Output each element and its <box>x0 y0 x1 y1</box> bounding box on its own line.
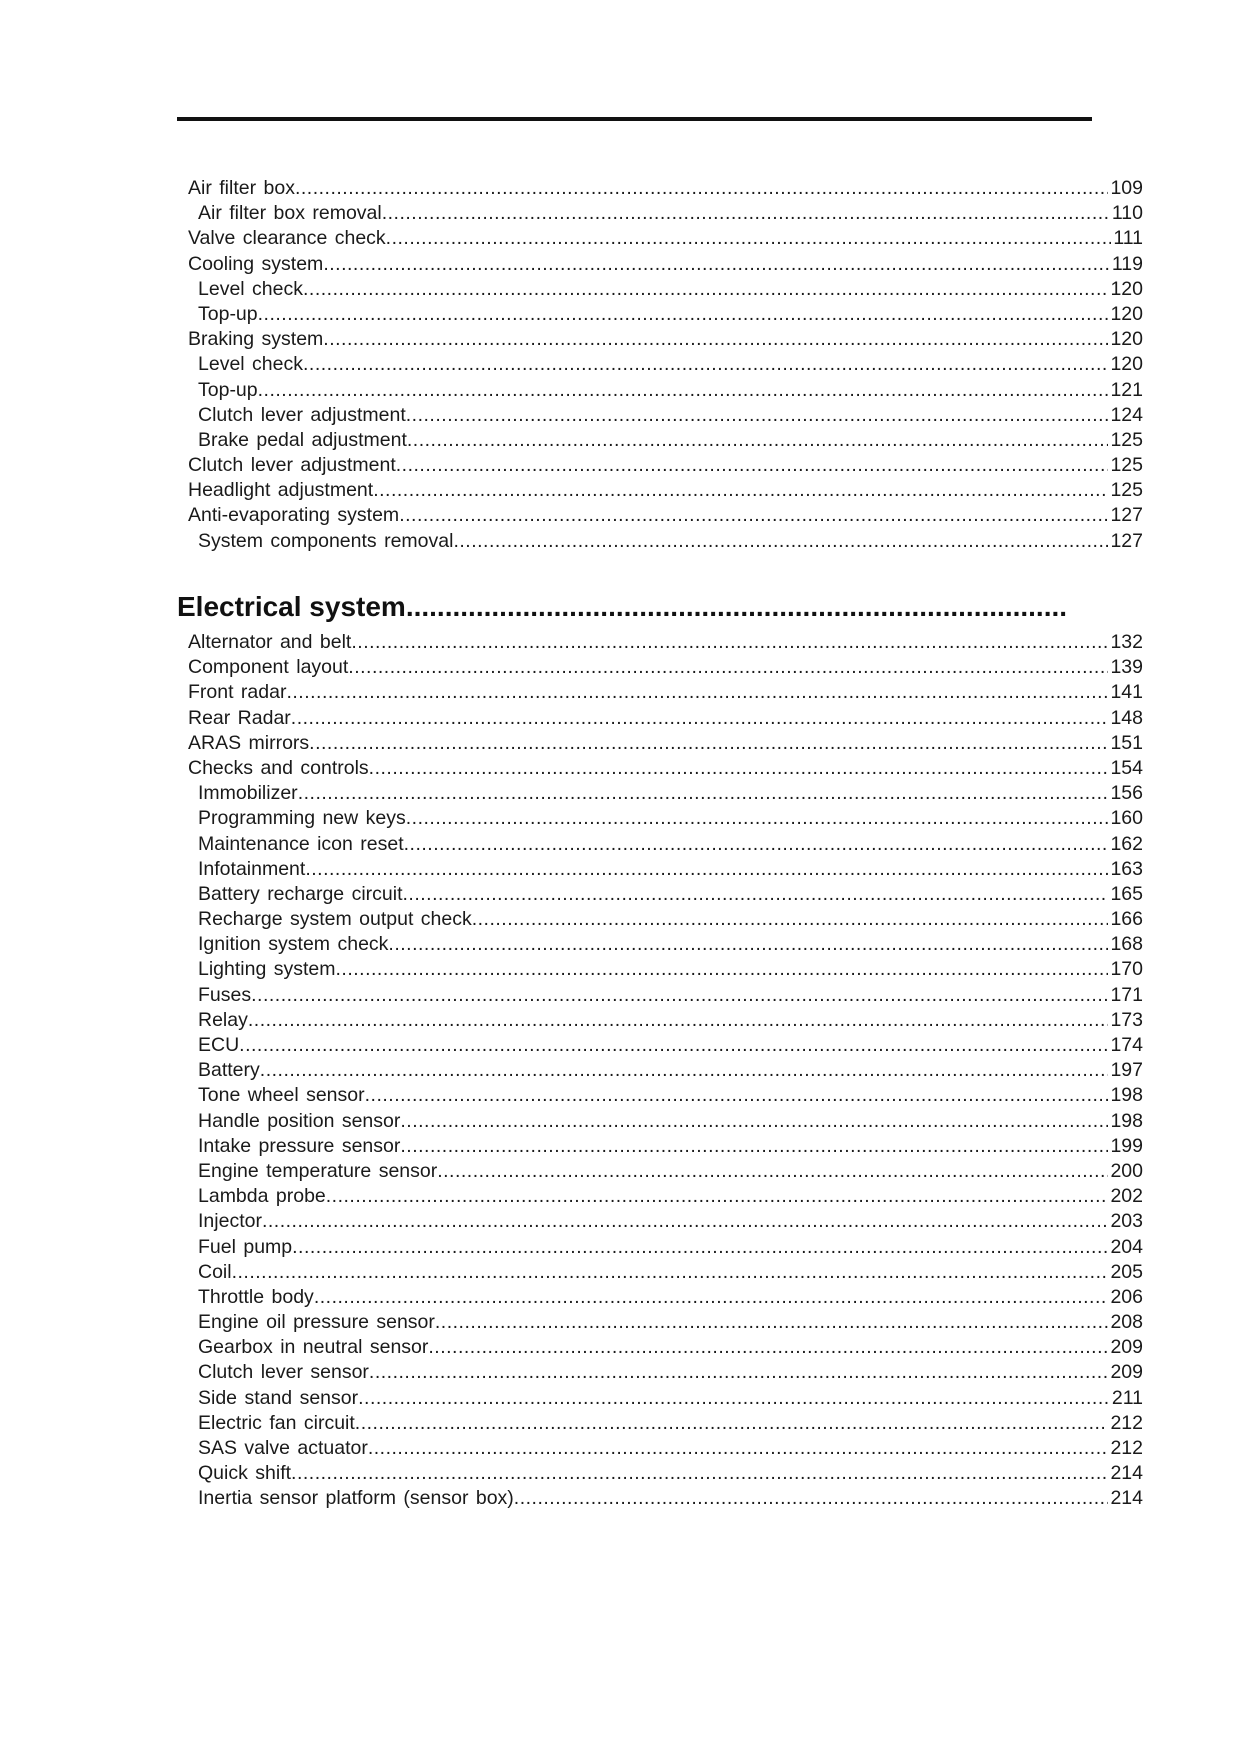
toc-entry-title: Engine oil pressure sensor <box>198 1311 435 1334</box>
toc-entry-leader <box>248 1008 1109 1033</box>
toc-entry[interactable] <box>188 655 1143 680</box>
toc-entry-leader <box>369 1360 1109 1385</box>
toc-entry[interactable] <box>188 1461 1143 1486</box>
toc-entry-page: 206 <box>1110 1285 1143 1308</box>
toc-entry-leader <box>323 252 1110 277</box>
toc-entry-page: 198 <box>1110 1084 1143 1107</box>
toc-entry-page: 156 <box>1110 782 1143 805</box>
toc-entry-page: 162 <box>1110 832 1143 855</box>
toc-entry[interactable] <box>188 1083 1143 1108</box>
toc-entry[interactable] <box>188 176 1143 201</box>
toc-entry[interactable] <box>188 1436 1143 1461</box>
toc-entry-leader <box>298 781 1109 806</box>
toc-entry-page: 139 <box>1110 656 1143 679</box>
toc-entry-page: 170 <box>1110 958 1143 981</box>
toc-entry[interactable] <box>188 1285 1143 1310</box>
toc-entry-page: 173 <box>1110 1008 1143 1031</box>
toc-entry-title: Braking system <box>188 328 324 351</box>
toc-entry-title: Brake pedal adjustment <box>198 428 407 451</box>
toc-entry-page: 125 <box>1110 479 1143 502</box>
toc-entry-leader <box>365 1083 1109 1108</box>
toc-entry[interactable] <box>188 403 1143 428</box>
toc-entry-title: Checks and controls <box>188 756 369 779</box>
toc-entry-title: Air filter box removal <box>198 202 382 225</box>
toc-entry-page: 124 <box>1110 403 1143 426</box>
toc-entry-title: Battery recharge circuit <box>198 882 403 905</box>
toc-entry-leader <box>351 630 1108 655</box>
toc-entry-page: 208 <box>1110 1311 1143 1334</box>
toc-entry-leader <box>239 1033 1108 1058</box>
toc-entry-leader <box>291 706 1109 731</box>
toc-entry-title: Front radar <box>188 681 287 704</box>
toc-entry-leader <box>396 453 1109 478</box>
toc-entry-page: 125 <box>1110 428 1143 451</box>
toc-entry-leader <box>303 277 1108 302</box>
toc-entry-leader <box>373 478 1108 503</box>
toc-entry-title: Top-up <box>198 302 258 325</box>
toc-entry-title: ARAS mirrors <box>188 731 310 754</box>
toc-entry-page: 197 <box>1110 1059 1143 1082</box>
toc-entry-page: 119 <box>1111 252 1143 275</box>
toc-entry[interactable] <box>188 1209 1143 1234</box>
toc-entry[interactable] <box>188 1235 1143 1260</box>
toc-entry[interactable] <box>188 302 1143 327</box>
toc-entry-page: 214 <box>1110 1462 1143 1485</box>
toc-entry-page: 132 <box>1110 631 1143 653</box>
toc-entry-title: Anti-evaporating system <box>188 504 400 527</box>
toc-entry-leader <box>472 907 1109 932</box>
toc-entry[interactable] <box>188 453 1143 478</box>
toc-entry-title: ECU <box>198 1034 240 1056</box>
toc-entry[interactable] <box>188 1360 1143 1385</box>
toc-entry-page: 202 <box>1110 1185 1143 1208</box>
toc-entry[interactable] <box>188 327 1143 352</box>
toc-entry-page: 198 <box>1110 1109 1143 1132</box>
toc-entry[interactable] <box>188 882 1143 907</box>
toc-entry-leader <box>400 1109 1108 1134</box>
toc-entry[interactable] <box>188 1109 1143 1134</box>
toc-entry-title: Lighting system <box>198 958 336 981</box>
toc-entry-leader <box>258 302 1109 327</box>
toc-entry[interactable] <box>188 1058 1143 1083</box>
toc-entry-title: Inertia sensor platform (sensor box) <box>198 1487 514 1510</box>
toc-entry-page: 171 <box>1110 983 1143 1006</box>
toc-entry-leader <box>435 1310 1109 1335</box>
toc-entry-leader <box>403 882 1109 907</box>
toc-entry-title: Top-up <box>198 378 258 401</box>
toc-entry-page: 163 <box>1110 857 1143 880</box>
toc-entry-page: 204 <box>1110 1235 1143 1258</box>
toc-entry-title: Infotainment <box>198 857 306 880</box>
toc-entry[interactable] <box>188 1386 1143 1411</box>
section-heading-title: Electrical system <box>177 591 406 622</box>
toc-entry[interactable] <box>188 731 1143 756</box>
toc-entry[interactable] <box>188 706 1143 731</box>
toc-entry-leader <box>260 1058 1109 1083</box>
toc-entry-page: 212 <box>1110 1437 1143 1459</box>
toc-entry-page: 109 <box>1110 177 1143 199</box>
toc-entry-leader <box>437 1159 1108 1184</box>
toc-entry-leader <box>406 806 1109 831</box>
toc-entry-page: 120 <box>1110 302 1143 325</box>
toc-entry-leader <box>323 327 1108 352</box>
toc-entry-title: Battery <box>198 1059 260 1082</box>
toc-entry[interactable] <box>188 832 1143 857</box>
toc-entry-leader <box>314 1285 1109 1310</box>
toc-entry[interactable] <box>188 932 1143 957</box>
toc-entry-leader <box>382 201 1110 226</box>
toc-entry-leader <box>369 756 1109 781</box>
toc-entry-title: Component layout <box>188 656 349 679</box>
toc-entry-page: 211 <box>1111 1386 1143 1409</box>
toc-entry-leader <box>386 226 1112 251</box>
toc-entry-leader <box>335 957 1108 982</box>
toc-entry-title: System components removal <box>198 529 454 552</box>
toc-entry-page: 203 <box>1110 1210 1143 1233</box>
toc-entry-leader <box>286 680 1108 705</box>
toc-entry[interactable] <box>188 201 1143 226</box>
toc-entry[interactable] <box>188 252 1143 277</box>
toc-entry-page: 148 <box>1110 706 1143 729</box>
toc-entry-title: Rear Radar <box>188 706 291 729</box>
toc-entry-title: Clutch lever adjustment <box>188 454 396 477</box>
toc-entry-page: 125 <box>1110 454 1143 477</box>
toc-entry-title: Gearbox in neutral sensor <box>198 1336 429 1359</box>
toc-entry-title: Quick shift <box>198 1462 292 1485</box>
toc-entry-leader <box>326 1184 1109 1209</box>
toc-entry-title: Clutch lever adjustment <box>198 403 406 426</box>
toc-list-part2 <box>188 630 1143 1512</box>
toc-entry[interactable] <box>188 1159 1143 1184</box>
toc-entry-title: Programming new keys <box>198 807 406 830</box>
toc-entry-page: 151 <box>1110 731 1143 754</box>
toc-entry[interactable] <box>188 352 1143 377</box>
toc-entry[interactable] <box>188 781 1143 806</box>
toc-entry-leader <box>355 1411 1109 1436</box>
header-rule <box>177 117 1092 121</box>
toc-entry-leader <box>292 1235 1108 1260</box>
toc-entry-leader <box>388 932 1108 957</box>
toc-entry-title: Intake pressure sensor <box>198 1134 401 1157</box>
toc-entry[interactable] <box>188 277 1143 302</box>
toc-entry-title: Level check <box>198 277 303 300</box>
toc-entry-page: 209 <box>1110 1361 1143 1384</box>
toc-entry[interactable] <box>188 1335 1143 1360</box>
toc-entry-leader <box>406 403 1109 428</box>
toc-entry[interactable] <box>188 857 1143 882</box>
toc-entry-title: Fuel pump <box>198 1235 293 1258</box>
toc-entry[interactable] <box>188 529 1143 554</box>
toc-entry-leader <box>453 529 1108 554</box>
toc-entry-title: Alternator and belt <box>188 631 352 653</box>
toc-entry-page: 205 <box>1110 1260 1143 1283</box>
toc-entry-leader <box>514 1486 1109 1511</box>
toc-entry[interactable] <box>188 226 1143 251</box>
toc-entry-page: 120 <box>1110 353 1143 376</box>
section-heading-leader <box>406 591 1067 623</box>
toc-entry-page: 111 <box>1113 227 1143 250</box>
toc-list-part1 <box>188 176 1143 554</box>
toc-entry-title: Electric fan circuit <box>198 1411 355 1434</box>
toc-entry[interactable] <box>188 806 1143 831</box>
toc-entry[interactable] <box>188 378 1143 403</box>
toc-entry-leader <box>404 832 1109 857</box>
toc-entry[interactable] <box>188 1411 1143 1436</box>
toc-entry-page: 209 <box>1110 1336 1143 1359</box>
toc-entry-leader <box>295 176 1109 201</box>
toc-entry-page: 200 <box>1110 1159 1143 1182</box>
toc-entry-leader <box>303 352 1108 377</box>
toc-entry[interactable] <box>188 1310 1143 1335</box>
toc-entry[interactable] <box>188 1260 1143 1285</box>
toc-entry[interactable] <box>188 428 1143 453</box>
toc-entry[interactable] <box>188 1008 1143 1033</box>
toc-entry-page: 174 <box>1110 1034 1143 1056</box>
toc-entry-leader <box>305 857 1108 882</box>
toc-entry-title: Level check <box>198 353 303 376</box>
toc-entry[interactable] <box>188 983 1143 1008</box>
toc-entry-leader <box>251 983 1108 1008</box>
toc-entry-title: Side stand sensor <box>198 1386 359 1409</box>
toc-entry[interactable] <box>188 1134 1143 1159</box>
toc-entry-leader <box>291 1461 1108 1486</box>
toc-entry-page: 141 <box>1110 681 1143 704</box>
toc-entry[interactable] <box>188 630 1143 655</box>
toc-entry-title: Lambda probe <box>198 1185 326 1208</box>
toc-entry-leader <box>262 1209 1109 1234</box>
toc-entry[interactable] <box>188 680 1143 705</box>
toc-entry-title: Injector <box>198 1210 262 1233</box>
toc-entry-page: 214 <box>1110 1487 1143 1510</box>
toc-entry-title: Headlight adjustment <box>188 479 374 502</box>
toc-entry-title: Ignition system check <box>198 933 389 956</box>
toc-entry-page: 120 <box>1110 328 1143 351</box>
toc-entry-title: Valve clearance check <box>188 227 386 250</box>
toc-entry[interactable] <box>188 957 1143 982</box>
toc-entry[interactable] <box>188 503 1143 528</box>
toc-entry-page: 168 <box>1110 933 1143 956</box>
toc-entry-leader <box>399 503 1108 528</box>
toc-entry-leader <box>232 1260 1109 1285</box>
toc-entry-leader <box>309 731 1108 756</box>
toc-entry[interactable] <box>188 478 1143 503</box>
toc-entry-title: Coil <box>198 1260 232 1283</box>
toc-entry-leader <box>348 655 1108 680</box>
toc-entry-title: Recharge system output check <box>198 908 472 931</box>
toc-entry[interactable] <box>188 1184 1143 1209</box>
toc-entry-page: 160 <box>1110 807 1143 830</box>
toc-entry-title: SAS valve actuator <box>198 1437 368 1459</box>
toc-entry-title: Immobilizer <box>198 782 298 805</box>
toc-entry[interactable] <box>188 1486 1143 1511</box>
toc-entry-page: 165 <box>1110 882 1143 905</box>
toc-entry-title: Handle position sensor <box>198 1109 401 1132</box>
toc-entry-title: Air filter box <box>188 177 295 199</box>
toc-entry-page: 121 <box>1110 378 1143 401</box>
toc-entry-leader <box>428 1335 1108 1360</box>
toc-entry-title: Tone wheel sensor <box>198 1084 365 1107</box>
toc-entry-title: Fuses <box>198 983 252 1006</box>
toc-entry-title: Relay <box>198 1008 248 1031</box>
toc-entry-page: 127 <box>1110 529 1143 552</box>
toc-entry-page: 127 <box>1110 504 1143 527</box>
toc-entry-page: 154 <box>1110 756 1143 779</box>
toc-entry-title: Maintenance icon reset <box>198 832 404 855</box>
toc-entry-page: 199 <box>1110 1134 1143 1157</box>
toc-entry-leader <box>368 1436 1109 1461</box>
toc-entry-title: Clutch lever sensor <box>198 1361 369 1384</box>
toc-entry-page: 120 <box>1110 277 1143 300</box>
toc-entry-leader <box>407 428 1109 453</box>
toc-entry-leader <box>258 378 1109 403</box>
section-heading-electrical[interactable] <box>177 591 1067 623</box>
toc-entry-leader <box>358 1386 1110 1411</box>
toc-entry-title: Throttle body <box>198 1285 314 1308</box>
toc-entry-title: Cooling system <box>188 252 324 275</box>
toc-entry[interactable] <box>188 1033 1143 1058</box>
toc-entry-page: 212 <box>1110 1411 1143 1434</box>
toc-entry-title: Engine temperature sensor <box>198 1159 438 1182</box>
toc-entry[interactable] <box>188 756 1143 781</box>
toc-entry-page: 110 <box>1111 202 1143 225</box>
toc-entry[interactable] <box>188 907 1143 932</box>
toc-entry-leader <box>400 1134 1108 1159</box>
toc-entry-page: 166 <box>1110 908 1143 931</box>
